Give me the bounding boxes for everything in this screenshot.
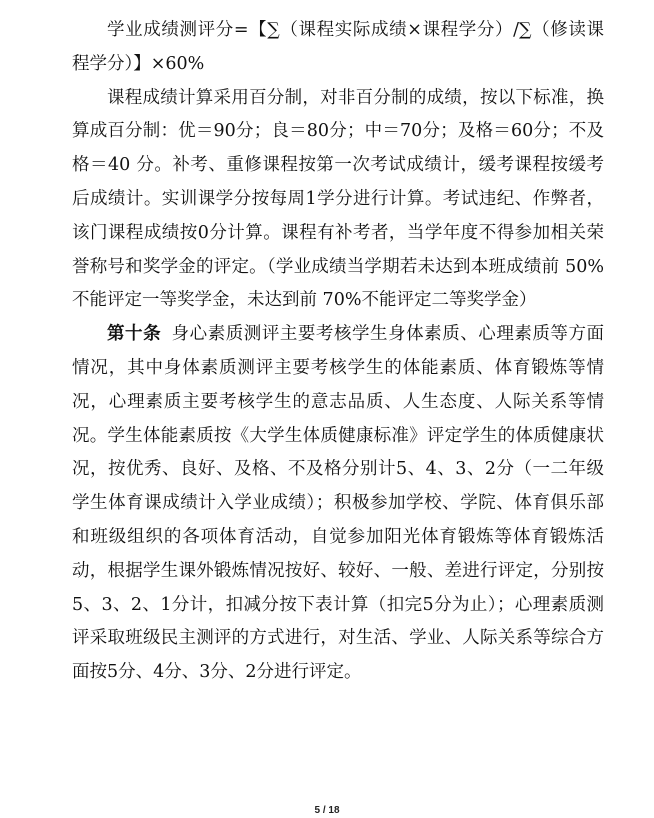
article-10-paragraph bbox=[72, 318, 604, 690]
document-body bbox=[72, 14, 604, 690]
formula-text: 学业成绩测评分=【∑（课程实际成绩×课程学分）/∑（修读课程学分）】×60% bbox=[72, 20, 604, 74]
article-10-text: 身心素质测评主要考核学生身体素质、心理素质等方面情况，其中身体素质测评主要考核学生的体能素质、体育锻炼等情况，心理素质主要考核学生的意志品质、人生态度、人际关系等情况。学生体能素质按《大学生体质健康标准》评定学生的体质健康状况，按优秀、良好、及格、不及格分别计5、4、3、2分（一二年级学生体育课成绩计入学业成绩）；积极参加学校、学院、体育俱乐部和班级组织的各项体育活动，自觉参加阳光体育锻炼等体育锻炼活动，根据学生课外锻炼情况按好、较好、一般、差进行评定，分别按5、3、2、1分计，扣减分按下表计算（扣完5分为止）；心理素质测评采取班级民主测评的方式进行，对生活、学业、人际关系等综合方面按5分、4分、3分、2分进行评定。 bbox=[72, 324, 605, 683]
page-number: 5 / 18 bbox=[314, 805, 340, 816]
article-10-heading: 第十条 bbox=[107, 324, 162, 345]
course-grade-text: 课程成绩计算采用百分制，对非百分制的成绩，按以下标准，换算成百分制：优＝90分；良＝80分；中＝70分；及格＝60分；不及格＝40 分。补考、重修课程按第一次考试成绩计，缓考课程按缓考后成绩计。实训课学分按每周1学分进行计算。考试违纪、作弊者，该门课程成绩按0分计算。课程有补考者，当学年度不得参加相关荣誉称号和奖学金的评定。（学业成绩当学期若未达到本班成绩前 50%不能评定一等奖学金，未达到前 70%不能评定二等奖学金） bbox=[72, 87, 604, 311]
course-grade-paragraph bbox=[72, 82, 604, 319]
formula-paragraph bbox=[72, 14, 604, 82]
